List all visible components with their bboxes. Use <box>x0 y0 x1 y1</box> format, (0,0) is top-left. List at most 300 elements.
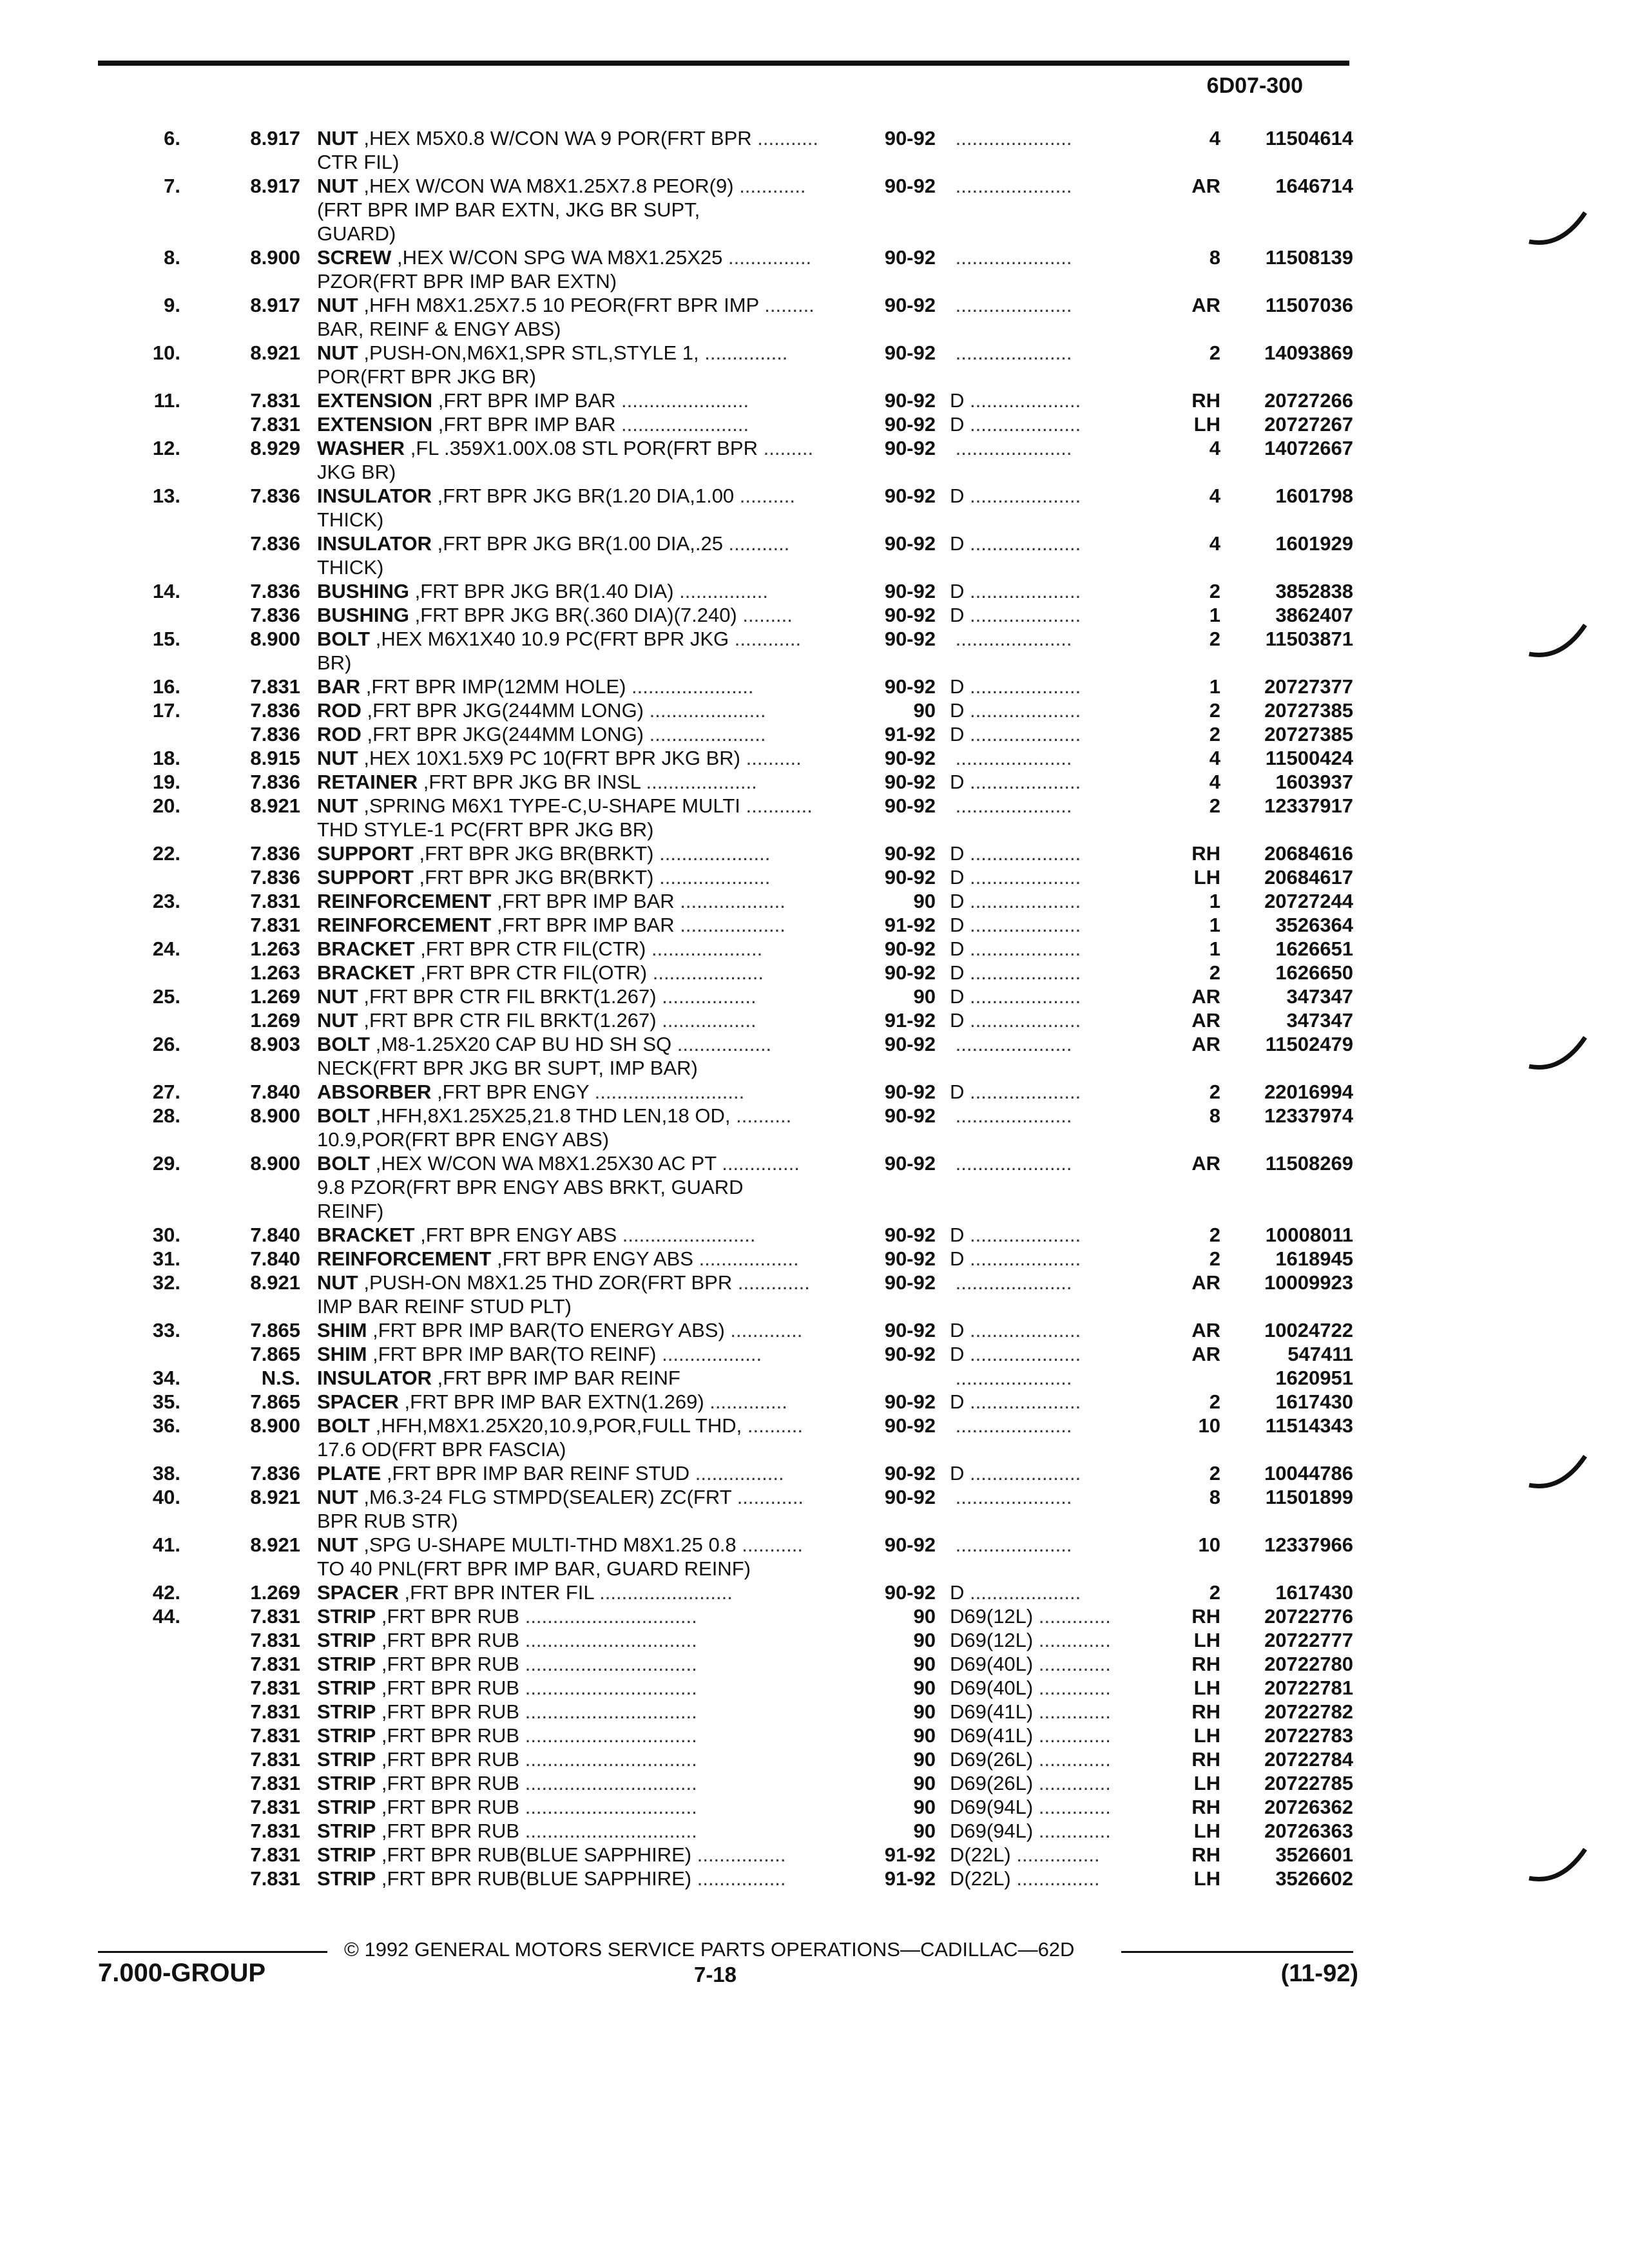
part-number: 11514343 <box>1265 1414 1353 1437</box>
part-detail: ,FRT BPR IMP BAR <box>497 890 675 912</box>
part-description <box>317 1533 845 1557</box>
leader-dots: ..................... <box>950 1367 1072 1389</box>
model-years: 90 <box>913 1820 936 1842</box>
part-detail: ,FRT BPR RUB <box>381 1748 520 1771</box>
item-number: 9. <box>164 294 180 316</box>
item-number: 6. <box>164 127 180 149</box>
table-row <box>0 865 1629 889</box>
group-number: 7.865 <box>250 1390 300 1413</box>
leader-dots: ............................... <box>519 1629 697 1651</box>
leader-dots: .......... <box>734 485 795 507</box>
leader-dots: ..................... <box>950 127 1072 149</box>
leader-dots: ..................... <box>644 723 766 745</box>
part-name: ABSORBER <box>317 1081 432 1103</box>
leader-dots: .................... <box>964 1343 1081 1365</box>
item-number: 36. <box>152 1414 180 1437</box>
leader-dots: .................... <box>964 485 1081 507</box>
group-number: 7.831 <box>250 1629 300 1651</box>
part-description <box>317 770 845 794</box>
group-number: 7.831 <box>250 1677 300 1699</box>
part-name: BOLT <box>317 1033 371 1055</box>
part-number: 1618945 <box>1275 1247 1353 1270</box>
item-number: 26. <box>152 1033 180 1055</box>
model-years: 90 <box>913 1677 936 1699</box>
leader-dots: .................... <box>964 532 1081 555</box>
quantity: 8 <box>1209 1486 1220 1508</box>
model-years: 90-92 <box>884 1247 936 1270</box>
part-number: 1617430 <box>1275 1581 1353 1604</box>
usage-code <box>950 1247 1162 1271</box>
leader-dots: ................ <box>691 1867 786 1890</box>
usage-code-value: D <box>950 771 965 793</box>
group-number: 8.921 <box>250 1486 300 1508</box>
part-detail: IMP BAR REINF STUD PLT) <box>317 1295 572 1318</box>
leader-dots: .................... <box>653 866 771 889</box>
part-detail: ,FRT BPR JKG BR(.360 DIA)(7.240) <box>414 604 737 626</box>
usage-code-value: D <box>950 604 965 626</box>
part-name: INSULATOR <box>317 1367 432 1389</box>
part-detail: ,PUSH-ON M8X1.25 THD ZOR(FRT BPR <box>363 1271 733 1294</box>
part-description <box>317 1175 845 1199</box>
part-detail: ,FRT BPR IMP BAR REINF STUD <box>386 1462 690 1485</box>
part-detail: ,HEX W/CON WA M8X1.25X30 AC PT <box>375 1152 717 1175</box>
usage-code-value: D <box>950 485 965 507</box>
part-description <box>317 1104 845 1128</box>
part-description <box>317 841 845 865</box>
part-description <box>317 269 845 293</box>
table-row <box>0 1652 1629 1676</box>
part-detail: ,FRT BPR IMP BAR REINF <box>437 1367 680 1389</box>
usage-code <box>950 341 1162 365</box>
leader-dots: .................... <box>964 866 1081 889</box>
table-row <box>0 1581 1629 1604</box>
quantity: RH <box>1191 1843 1220 1866</box>
table-row <box>0 174 1629 198</box>
leader-dots: .................... <box>964 1581 1081 1604</box>
leader-dots: ............... <box>699 341 788 364</box>
part-description <box>317 1652 845 1676</box>
part-name: NUT <box>317 794 358 817</box>
part-description <box>317 1724 845 1747</box>
part-description <box>317 1056 845 1080</box>
part-description <box>317 579 845 603</box>
model-years: 90-92 <box>884 175 936 197</box>
quantity: 2 <box>1209 723 1220 745</box>
part-detail: ,FRT BPR CTR FIL(CTR) <box>420 937 646 960</box>
part-description <box>317 365 845 389</box>
leader-dots: ..................... <box>950 246 1072 269</box>
table-row <box>0 1747 1629 1771</box>
usage-code-value: D(22L) <box>950 1843 1011 1866</box>
usage-code <box>950 1485 1162 1509</box>
part-detail: ,FRT BPR IMP BAR(TO REINF) <box>372 1343 657 1365</box>
part-name: STRIP <box>317 1677 376 1699</box>
usage-code <box>950 532 1162 555</box>
part-detail: ,FRT BPR CTR FIL BRKT(1.267) <box>363 985 657 1008</box>
part-detail: BR) <box>317 651 352 674</box>
part-name: REINFORCEMENT <box>317 1247 492 1270</box>
table-row <box>0 1843 1629 1867</box>
part-number: 20727244 <box>1264 890 1353 912</box>
part-detail: ,FRT BPR JKG BR(1.00 DIA,.25 <box>437 532 723 555</box>
leader-dots: ..................... <box>950 747 1072 769</box>
usage-code-value: D <box>950 985 965 1008</box>
part-description <box>317 1843 845 1867</box>
part-description <box>317 937 845 961</box>
part-number: 10009923 <box>1264 1271 1353 1294</box>
item-number: 13. <box>152 485 180 507</box>
table-row <box>0 1533 1629 1557</box>
part-detail: ,FRT BPR RUB(BLUE SAPPHIRE) <box>381 1843 692 1866</box>
leader-dots: ........................ <box>593 1581 733 1604</box>
quantity: RH <box>1191 842 1220 865</box>
part-number: 1626650 <box>1275 961 1353 984</box>
usage-code <box>950 1724 1162 1747</box>
table-row <box>0 1509 1629 1533</box>
part-description <box>317 341 845 365</box>
part-number: 20722782 <box>1264 1700 1353 1723</box>
part-detail: ,FRT BPR JKG BR(BRKT) <box>419 842 654 865</box>
item-number: 16. <box>152 675 180 698</box>
part-name: REINFORCEMENT <box>317 914 492 936</box>
table-row <box>0 555 1629 579</box>
leader-dots: .................... <box>964 1247 1081 1270</box>
model-years: 90-92 <box>884 580 936 602</box>
model-years: 90-92 <box>884 341 936 364</box>
usage-code <box>950 1652 1162 1676</box>
table-row <box>0 222 1629 245</box>
part-number: 11501899 <box>1265 1486 1353 1508</box>
model-years: 90-92 <box>884 1486 936 1508</box>
margin-tick-mark <box>1526 1843 1590 1888</box>
part-detail: ,SPRING M6X1 TYPE-C,U-SHAPE MULTI <box>363 794 740 817</box>
leader-dots: ............. <box>1033 1772 1111 1794</box>
leader-dots: ..................... <box>950 1414 1072 1437</box>
quantity: 4 <box>1209 437 1220 459</box>
group-number: 8.900 <box>250 1152 300 1175</box>
quantity: RH <box>1191 1748 1220 1771</box>
model-years: 90 <box>913 1653 936 1675</box>
table-row <box>0 1795 1629 1819</box>
part-description <box>317 222 845 245</box>
usage-code <box>950 579 1162 603</box>
leader-dots: ........... <box>751 127 819 149</box>
leader-dots: ..................... <box>950 1104 1072 1127</box>
leader-dots: ................ <box>689 1462 784 1485</box>
table-row <box>0 1008 1629 1032</box>
group-number: 7.831 <box>250 890 300 912</box>
group-number: 7.831 <box>250 1653 300 1675</box>
group-number: 7.831 <box>250 1867 300 1890</box>
quantity: 1 <box>1209 604 1220 626</box>
part-number: 1646714 <box>1275 175 1353 197</box>
quantity: 2 <box>1209 1081 1220 1103</box>
part-number: 11508269 <box>1265 1152 1353 1175</box>
usage-code-value: D69(40L) <box>950 1677 1034 1699</box>
model-years: 90 <box>913 1724 936 1747</box>
usage-code-value: D <box>950 961 965 984</box>
part-description <box>317 317 845 341</box>
leader-dots: .................... <box>964 1009 1081 1032</box>
table-row <box>0 1199 1629 1223</box>
model-years: 90-92 <box>884 437 936 459</box>
quantity: 4 <box>1209 485 1220 507</box>
quantity: 10 <box>1198 1414 1220 1437</box>
model-years: 90 <box>913 1605 936 1628</box>
part-detail: ,M6.3-24 FLG STMPD(SEALER) ZC(FRT <box>363 1486 732 1508</box>
leader-dots: ............................... <box>519 1820 697 1842</box>
group-number: 7.840 <box>250 1081 300 1103</box>
leader-dots: .................... <box>964 413 1081 436</box>
copyright-notice: © 1992 GENERAL MOTORS SERVICE PARTS OPERATIONS—CADILLAC—62D <box>344 1938 1075 1961</box>
part-description <box>317 150 845 174</box>
part-name: STRIP <box>317 1748 376 1771</box>
table-row <box>0 698 1629 722</box>
leader-dots: ..................... <box>644 699 766 722</box>
part-detail: ,FRT BPR RUB(BLUE SAPPHIRE) <box>381 1867 692 1890</box>
table-row <box>0 722 1629 746</box>
model-years: 91-92 <box>884 1843 936 1866</box>
table-row <box>0 1771 1629 1795</box>
part-description <box>317 484 845 508</box>
leader-dots: .................... <box>964 890 1081 912</box>
item-number: 29. <box>152 1152 180 1175</box>
leader-dots: ............................... <box>519 1605 697 1628</box>
part-description <box>317 651 845 675</box>
table-row <box>0 1867 1629 1890</box>
model-years: 90-92 <box>884 1343 936 1365</box>
group-number: 8.917 <box>250 127 300 149</box>
leader-dots: ................ <box>691 1843 786 1866</box>
model-years: 90 <box>913 1629 936 1651</box>
usage-code-value: D <box>950 842 965 865</box>
usage-code-value: D69(41L) <box>950 1700 1034 1723</box>
item-number: 17. <box>152 699 180 722</box>
part-name: BRACKET <box>317 961 415 984</box>
quantity: RH <box>1191 1653 1220 1675</box>
table-row <box>0 1318 1629 1342</box>
part-description <box>317 1223 845 1247</box>
item-number: 32. <box>152 1271 180 1294</box>
part-description <box>317 1128 845 1151</box>
usage-code <box>950 245 1162 269</box>
group-number: 7.831 <box>250 1820 300 1842</box>
group-number: 8.921 <box>250 1271 300 1294</box>
leader-dots: ............................... <box>519 1724 697 1747</box>
item-number: 7. <box>164 175 180 197</box>
item-number: 40. <box>152 1486 180 1508</box>
usage-code <box>950 1271 1162 1294</box>
item-number: 44. <box>152 1605 180 1628</box>
part-description <box>317 508 845 532</box>
group-number: 8.915 <box>250 747 300 769</box>
part-number: 1603937 <box>1275 771 1353 793</box>
part-number: 1601798 <box>1275 485 1353 507</box>
quantity: RH <box>1191 1605 1220 1628</box>
part-number: 20727385 <box>1264 699 1353 722</box>
part-name: NUT <box>317 341 358 364</box>
part-name: STRIP <box>317 1629 376 1651</box>
model-years: 90-92 <box>884 389 936 412</box>
model-years: 90-92 <box>884 747 936 769</box>
quantity: 2 <box>1209 628 1220 650</box>
part-detail: ,FRT BPR JKG BR(BRKT) <box>419 866 654 889</box>
model-years: 90-92 <box>884 1224 936 1246</box>
footer-rule-right <box>1121 1951 1353 1953</box>
usage-code <box>950 985 1162 1008</box>
part-name: BUSHING <box>317 580 409 602</box>
part-description <box>317 1747 845 1771</box>
quantity: RH <box>1191 389 1220 412</box>
quantity: AR <box>1191 1343 1220 1365</box>
item-number: 41. <box>152 1533 180 1556</box>
part-detail: ,FRT BPR JKG(244MM LONG) <box>367 723 644 745</box>
part-description <box>317 1294 845 1318</box>
usage-code <box>950 1795 1162 1819</box>
model-years: 90-92 <box>884 1390 936 1413</box>
part-number: 20727377 <box>1264 675 1353 698</box>
part-name: STRIP <box>317 1653 376 1675</box>
part-detail: ,FRT BPR CTR FIL(OTR) <box>420 961 648 984</box>
part-number: 1617430 <box>1275 1390 1353 1413</box>
table-row <box>0 1557 1629 1581</box>
part-detail: JKG BR) <box>317 461 396 483</box>
part-name: ROD <box>317 723 361 745</box>
leader-dots: ............................... <box>519 1796 697 1818</box>
leader-dots: ......... <box>737 604 793 626</box>
part-detail: ,HEX W/CON SPG WA M8X1.25X25 <box>397 246 723 269</box>
part-name: WASHER <box>317 437 405 459</box>
part-description <box>317 1604 845 1628</box>
leader-dots: ....................... <box>615 389 749 412</box>
usage-code <box>950 1533 1162 1557</box>
part-description <box>317 722 845 746</box>
group-number: 7.836 <box>250 485 300 507</box>
usage-code-value: D69(41L) <box>950 1724 1034 1747</box>
table-row <box>0 1485 1629 1509</box>
part-number: 12337974 <box>1264 1104 1353 1127</box>
part-number: 20722783 <box>1264 1724 1353 1747</box>
quantity: 2 <box>1209 699 1220 722</box>
part-name: BOLT <box>317 1104 371 1127</box>
part-detail: ,FRT BPR IMP BAR <box>438 413 616 436</box>
part-description <box>317 913 845 937</box>
table-row <box>0 412 1629 436</box>
part-description <box>317 627 845 651</box>
part-description <box>317 675 845 698</box>
part-number: 11500424 <box>1265 747 1353 769</box>
model-years: 90-92 <box>884 485 936 507</box>
usage-code <box>950 1414 1162 1437</box>
part-detail: ,FRT BPR IMP BAR <box>438 389 616 412</box>
part-number: 11502479 <box>1265 1033 1353 1055</box>
part-name: SHIM <box>317 1343 367 1365</box>
part-number: 20722781 <box>1264 1677 1353 1699</box>
part-number: 11504614 <box>1265 127 1353 149</box>
leader-dots: ..................... <box>950 341 1072 364</box>
usage-code <box>950 1008 1162 1032</box>
group-number: 8.917 <box>250 175 300 197</box>
table-row <box>0 985 1629 1008</box>
item-number: 14. <box>152 580 180 602</box>
table-row <box>0 1676 1629 1700</box>
part-number: 20722777 <box>1264 1629 1353 1651</box>
quantity: 1 <box>1209 890 1220 912</box>
part-detail: THICK) <box>317 508 384 531</box>
part-number: 347347 <box>1286 1009 1353 1032</box>
usage-code-value: D69(26L) <box>950 1748 1034 1771</box>
part-detail: ,HFH,8X1.25X25,21.8 THD LEN,18 OD, <box>375 1104 731 1127</box>
part-description <box>317 985 845 1008</box>
part-name: NUT <box>317 1009 358 1032</box>
table-row <box>0 1056 1629 1080</box>
model-years: 90-92 <box>884 1319 936 1341</box>
group-number: 7.831 <box>250 1724 300 1747</box>
group-number: 7.831 <box>250 413 300 436</box>
usage-code-value: D <box>950 1224 965 1246</box>
usage-code <box>950 937 1162 961</box>
part-number: 1620951 <box>1275 1367 1353 1389</box>
part-detail: (FRT BPR IMP BAR EXTN, JKG BR SUPT, <box>317 198 700 221</box>
part-number: 20722780 <box>1264 1653 1353 1675</box>
leader-dots: ............. <box>1033 1677 1111 1699</box>
part-detail: POR(FRT BPR JKG BR) <box>317 365 536 388</box>
part-name: EXTENSION <box>317 413 433 436</box>
leader-dots: .................... <box>964 1081 1081 1103</box>
part-detail: ,FRT BPR RUB <box>381 1605 520 1628</box>
part-description <box>317 245 845 269</box>
table-row <box>0 913 1629 937</box>
leader-dots: ............................... <box>519 1677 697 1699</box>
part-detail: ,HEX 10X1.5X9 PC 10(FRT BPR JKG BR) <box>363 747 740 769</box>
table-row <box>0 889 1629 913</box>
group-number: 7.836 <box>250 771 300 793</box>
table-row <box>0 1700 1629 1724</box>
part-description <box>317 174 845 198</box>
leader-dots: .......... <box>742 1414 804 1437</box>
part-description <box>317 555 845 579</box>
part-number: 20727267 <box>1264 413 1353 436</box>
part-description <box>317 1080 845 1104</box>
usage-code <box>950 841 1162 865</box>
usage-code <box>950 436 1162 460</box>
usage-code <box>950 889 1162 913</box>
part-detail: ,FRT BPR IMP BAR <box>497 914 675 936</box>
model-years: 90 <box>913 985 936 1008</box>
leader-dots: ..................... <box>950 794 1072 817</box>
part-description <box>317 1318 845 1342</box>
table-row <box>0 651 1629 675</box>
part-detail: 9.8 PZOR(FRT BPR ENGY ABS BRKT, GUARD <box>317 1176 744 1198</box>
part-detail: ,FRT BPR RUB <box>381 1629 520 1651</box>
part-description <box>317 1581 845 1604</box>
table-row <box>0 579 1629 603</box>
part-name: INSULATOR <box>317 485 432 507</box>
part-name: NUT <box>317 985 358 1008</box>
usage-code-value: D69(40L) <box>950 1653 1034 1675</box>
part-number: 20684616 <box>1264 842 1353 865</box>
part-number: 1626651 <box>1275 937 1353 960</box>
part-detail: ,FRT BPR RUB <box>381 1796 520 1818</box>
leader-dots: ............... <box>1010 1843 1100 1866</box>
usage-code <box>950 389 1162 412</box>
part-number: 20727385 <box>1264 723 1353 745</box>
leader-dots: ............... <box>722 246 812 269</box>
quantity: AR <box>1191 1009 1220 1032</box>
quantity: AR <box>1191 175 1220 197</box>
leader-dots: .................... <box>640 771 757 793</box>
model-years: 90-92 <box>884 532 936 555</box>
